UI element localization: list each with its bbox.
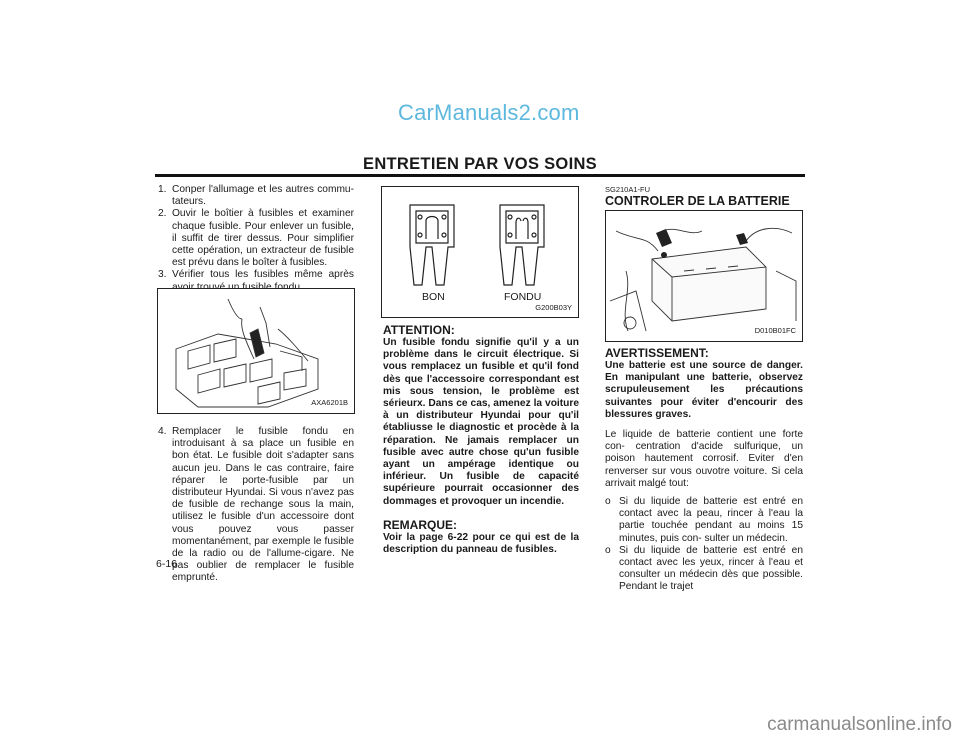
battery-illustration [606,211,802,341]
fuse-blown-label: FONDU [504,291,542,303]
attention-heading: ATTENTION: [383,323,455,337]
footer-watermark[interactable]: carmanualsonline.info [767,714,952,735]
column-left [158,184,354,294]
page-title: ENTRETIEN PAR VOS SOINS [363,155,597,173]
attention-text: Un fusible fondu signifie qu'il y a un problème dans le circuit électrique. Si vous remplacez un fusible et qu'il fond dès que l'accessoire correspondant est mis sous tension, le problème est sérieurx. Dans ce cas, amenez la voiture à un distributeur Hyundai pour qu'il établiusse le diagnostic et procède à la réparation. Ne jamais remplacer un fusible avec autre chose qu'un fusible ayant un ampérage identique ou inférieur. Un fusible de capacité supérieure pourrait occasionner des dommages et provoquer un incendie. [383,337,579,507]
list-item: 3. Vérifier tous les fusibles même après [158,269,354,281]
column-left-continued [158,426,354,585]
header-rule [155,174,805,177]
warning-heading: AVERTISSEMENT: [605,346,709,360]
figure-code: AXA6201B [311,398,348,407]
figure-code: G200B03Y [535,303,572,312]
precaution-list [605,496,803,594]
battery-figure [605,210,803,342]
brand-watermark[interactable]: CarManuals2.com [398,100,580,125]
warning-text: Une batterie est une source de danger. En manipulant une batterie, observez scrupuleusement les précautions suivantes pour éviter d'encourir des blessures graves. [605,360,803,420]
column-middle [383,323,579,556]
fuse-illustration [382,187,578,317]
steps-list [158,184,354,294]
fuse-box-illustration [158,289,354,413]
page-number: 6-16 [156,558,178,570]
remark-heading: REMARQUE: [383,517,457,532]
fuse-extraction-figure [157,288,355,414]
list-item: 1. Conper l'allumage et les autres commu- tateurs. [158,184,354,208]
fuse-comparison-figure [381,186,579,318]
section-code: SG210A1-FU [605,185,651,194]
fuse-good-label: BON [422,291,445,303]
column-right [605,346,803,594]
section-title: CONTROLER DE LA BATTERIE [605,194,790,208]
steps-list-continued [158,426,354,585]
list-item: o Si du liquide de batterie est entré en contact avec les yeux, rincer à l'eau et consulter un médecin dès que possible. Pendant le trajet [605,544,803,593]
battery-paragraph: Le liquide de batterie contient une forte con- centration d'acide sulfurique, un poison hautement corrosif. Eviter d'en renverser sur vous ouvotre voiture. Si cela arrivait malgé tout: [605,429,803,489]
figure-code: D010B01FC [754,326,796,335]
remark-text: Voir la page 6-22 pour ce qui est de la description du panneau de fusibles. [383,531,579,556]
list-item: 2. Ouvir le boîtier à fusibles et examiner chaque fusible. Pour enlever un fusible, il suffit de tirer dessus. Pour simplifier cette opération, un extracteur de fusible est prévu dans le boîter à fusibles. [158,208,354,269]
list-item: o Si du liquide de batterie est entré en contact avec la peau, rincer à l'eau la partie touchée pendant au moins 15 minutes, puis con- sulter un médecin. [605,496,803,544]
list-item: 4. Remplacer le fusible fondu en introduisant à sa place un fusible en bon état. Le fusible doit s'adapter sans aucun jeu. Dans le cas contraire, faire réparer le porte-fusible par un distributeur Hyundai. Si vous n'avez pas de fusible de rechange sous la main, utilisez le fusible d'un accessoire dont vous pouvez vous passer momentanément, par exemple le fusible de la radio ou de l'allume-cigare. Ne pas oublier de remplacer le fusible emprunté. [158,426,354,584]
